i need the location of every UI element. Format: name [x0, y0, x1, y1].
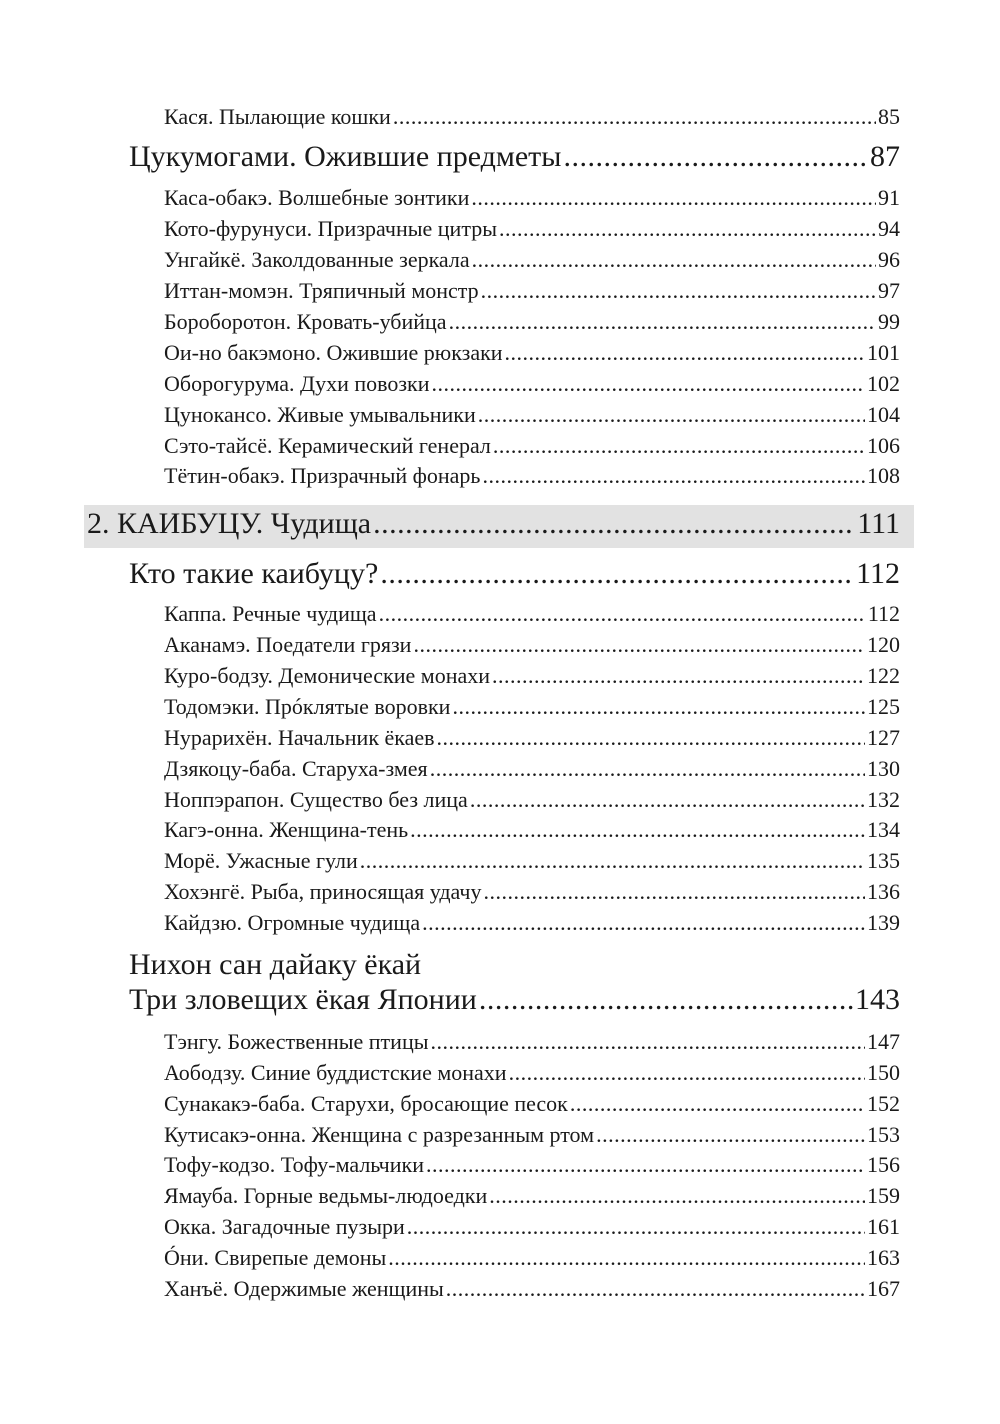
toc-entry-page: 135: [867, 848, 900, 873]
toc-entry-page: 120: [867, 632, 900, 657]
toc-entry-page: 108: [867, 463, 900, 488]
toc-entry-page: 150: [867, 1060, 900, 1085]
dot-leader: [413, 632, 865, 658]
toc-entry-page: 163: [867, 1245, 900, 1270]
toc-entry-page: 91: [878, 185, 900, 210]
toc-entry: [164, 1060, 900, 1090]
section-heading-page: 112: [856, 557, 900, 590]
toc-entry: [164, 632, 900, 662]
toc-entry: [164, 1276, 900, 1306]
dot-leader: [499, 216, 876, 242]
toc-entry-page: 161: [867, 1214, 900, 1239]
toc-entry: [164, 1152, 900, 1182]
dot-leader: [483, 879, 865, 905]
dot-leader: [437, 725, 865, 751]
toc-entry: [164, 1029, 900, 1059]
dot-leader: [493, 433, 865, 459]
toc-entry-page: 136: [867, 879, 900, 904]
toc-entry-title: Каппа. Речные чудища: [164, 601, 377, 626]
toc-entry-title: Ханъё. Одержимые женщины: [164, 1276, 444, 1301]
toc-entry-title: Ямауба. Горные ведьмы-людоедки: [164, 1183, 488, 1208]
dot-leader: [432, 371, 865, 397]
dot-leader: [470, 787, 865, 813]
toc-entry-title: Кото-фурунуси. Призрачные цитры: [164, 216, 497, 241]
toc-entry-page: 130: [867, 756, 900, 781]
section-heading: [129, 140, 900, 184]
toc-entry: [164, 1122, 900, 1152]
dot-leader: [410, 817, 865, 843]
dot-leader: [489, 1183, 865, 1209]
dot-leader: [596, 1122, 865, 1148]
toc-entry-title: Тофу-кодзо. Тофу-мальчики: [164, 1152, 424, 1177]
toc-entry-page: 127: [867, 725, 900, 750]
toc-entry: [164, 1214, 900, 1244]
toc-entry: [164, 694, 900, 724]
dot-leader: [430, 756, 865, 782]
toc-entry: [164, 433, 900, 463]
toc-entry-page: 99: [878, 309, 900, 334]
dot-leader: [380, 557, 854, 591]
dot-leader: [482, 463, 865, 489]
toc-entry: [164, 371, 900, 401]
toc-entry: [164, 879, 900, 909]
toc-entry-page: 97: [878, 278, 900, 303]
toc-entry: [164, 402, 900, 432]
toc-entry: [164, 1183, 900, 1213]
section-heading-title: Кто такие каибуцу?: [129, 557, 379, 590]
toc-entry-title: Нурарихён. Начальник ёкаев: [164, 725, 435, 750]
toc-entry-title: Тодомэки. Прóклятые воровки: [164, 694, 451, 719]
toc-entry: [164, 1091, 900, 1121]
dot-leader: [563, 140, 868, 174]
toc-entry-title: Тэнгу. Божественные птицы: [164, 1029, 429, 1054]
dot-leader: [360, 848, 865, 874]
dot-leader: [393, 104, 876, 130]
toc-entry: [164, 185, 900, 215]
toc-entry: [164, 216, 900, 246]
toc-entry-title: Ои-но бакэмоно. Ожившие рюкзаки: [164, 340, 503, 365]
dot-leader: [422, 910, 865, 936]
dot-leader: [471, 185, 876, 211]
toc-entry-title: Óни. Свирепые демоны: [164, 1245, 387, 1270]
toc-entry: [164, 817, 900, 847]
toc-entry-title: Аободзу. Синие буддистские монахи: [164, 1060, 507, 1085]
toc-entry-title: Унгайкё. Заколдованные зеркала: [164, 247, 470, 272]
toc-entry-title: Тётин-обакэ. Призрачный фонарь: [164, 463, 481, 488]
dot-leader: [379, 601, 866, 627]
toc-entry-title: Окка. Загадочные пузыри: [164, 1214, 405, 1239]
part-heading: [87, 507, 900, 550]
toc-entry-page: 122: [867, 663, 900, 688]
toc-entry-title: Каса-обакэ. Волшебные зонтики: [164, 185, 470, 210]
part-heading-page: 111: [857, 507, 900, 540]
dot-leader: [481, 278, 876, 304]
toc-entry-page: 132: [867, 787, 900, 812]
dot-leader: [492, 663, 865, 689]
toc-entry-page: 125: [867, 694, 900, 719]
dot-leader: [479, 983, 853, 1017]
toc-entry-title: Ноппэрапон. Существо без лица: [164, 787, 468, 812]
toc-entry-title: Аканамэ. Поедатели грязи: [164, 632, 412, 657]
toc-entry-title: Морё. Ужасные гули: [164, 848, 358, 873]
toc-entry-page: 85: [878, 104, 900, 129]
section-heading: [129, 557, 900, 601]
toc-entry-title: Иттан-момэн. Тряпичный монстр: [164, 278, 479, 303]
toc-entry-page: 101: [867, 340, 900, 365]
toc-entry-page: 102: [867, 371, 900, 396]
toc-entry: [164, 309, 900, 339]
part-heading-title: 2. КАИБУЦУ. Чудища: [87, 507, 372, 540]
section-heading-page: 87: [870, 140, 900, 173]
dot-leader: [373, 507, 855, 541]
toc-entry-page: 104: [867, 402, 900, 427]
toc-entry-page: 96: [878, 247, 900, 272]
toc-entry-title: Кагэ-онна. Женщина-тень: [164, 817, 409, 842]
dot-leader: [407, 1214, 865, 1240]
dot-leader: [509, 1060, 865, 1086]
section-heading-title: Нихон сан дайаку ёкай: [129, 948, 422, 981]
toc-entry: [164, 463, 900, 493]
dot-leader: [388, 1245, 865, 1271]
dot-leader: [452, 694, 865, 720]
dot-leader: [449, 309, 876, 335]
toc-entry-page: 147: [867, 1029, 900, 1054]
dot-leader: [446, 1276, 865, 1302]
toc-entry-title: Кутисакэ-онна. Женщина с разрезанным ртом: [164, 1122, 595, 1147]
toc-entry-title: Бороборотон. Кровать-убийца: [164, 309, 447, 334]
toc-entry: [164, 756, 900, 786]
toc-entry-page: 152: [867, 1091, 900, 1116]
dot-leader: [505, 340, 865, 366]
toc-entry-title: Сунакакэ-баба. Старухи, бросающие песок: [164, 1091, 568, 1116]
section-heading: [129, 983, 900, 1027]
toc-entry-page: 106: [867, 433, 900, 458]
toc-entry-title: Хохэнгё. Рыба, приносящая удачу: [164, 879, 482, 904]
dot-leader: [478, 402, 865, 428]
toc-entry-page: 167: [867, 1276, 900, 1301]
toc-entry-title: Сэто-тайсё. Керамический генерал: [164, 433, 491, 458]
toc-entry-title: Куро-бодзу. Демонические монахи: [164, 663, 491, 688]
toc-entry-title: Кася. Пылающие кошки: [164, 104, 391, 129]
toc-entry: [164, 848, 900, 878]
toc-entry-page: 139: [867, 910, 900, 935]
toc-entry: [164, 278, 900, 308]
toc-entry: [164, 787, 900, 817]
toc-entry-page: 94: [878, 216, 900, 241]
toc-entry-title: Дзякоцу-баба. Старуха-змея: [164, 756, 428, 781]
dot-leader: [472, 247, 876, 273]
toc-entry-title: Оборогурума. Духи повозки: [164, 371, 430, 396]
section-heading-page: 143: [855, 983, 900, 1016]
toc-entry-page: 156: [867, 1152, 900, 1177]
toc-entry-title: Кайдзю. Огромные чудища: [164, 910, 421, 935]
toc-entry: [164, 104, 900, 134]
dot-leader: [570, 1091, 865, 1117]
toc-entry-page: 153: [867, 1122, 900, 1147]
toc-entry: [164, 1245, 900, 1275]
section-heading-title: Цукумогами. Ожившие предметы: [129, 140, 562, 173]
toc-entry: [164, 247, 900, 277]
section-heading-title: Три зловещих ёкая Японии: [129, 983, 477, 1016]
toc-entry-page: 112: [867, 601, 900, 626]
dot-leader: [426, 1152, 865, 1178]
toc-entry-page: 159: [867, 1183, 900, 1208]
dot-leader: [431, 1029, 866, 1055]
toc-entry: [164, 601, 900, 631]
toc-entry: [164, 725, 900, 755]
toc-entry-page: 134: [867, 817, 900, 842]
toc-entry: [164, 340, 900, 370]
toc-entry-title: Цунокансо. Живые умывальники: [164, 402, 476, 427]
toc-entry: [164, 663, 900, 693]
toc-entry: [164, 910, 900, 940]
